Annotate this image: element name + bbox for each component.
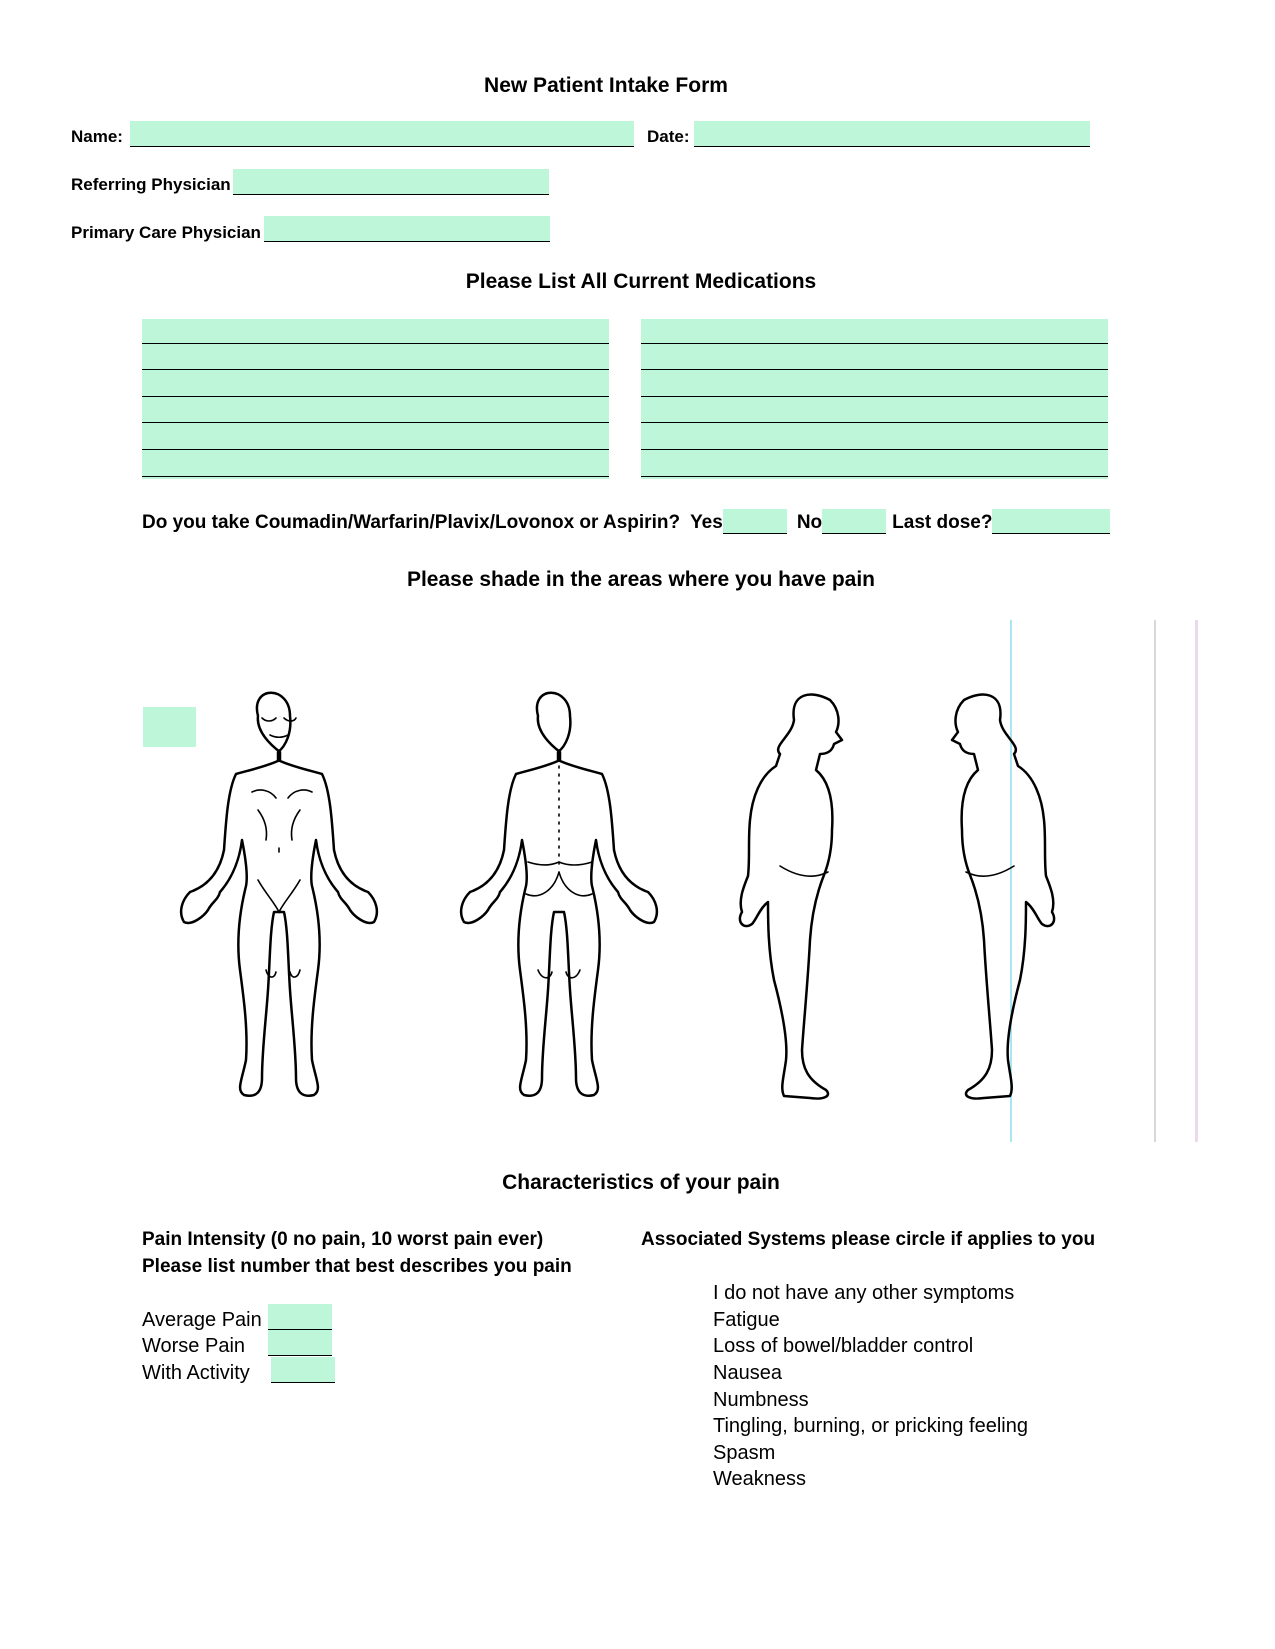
characteristics-heading: Characteristics of your pain: [502, 1171, 780, 1194]
medication-line[interactable]: [142, 422, 609, 423]
symptom-option[interactable]: I do not have any other symptoms: [713, 1282, 1015, 1304]
with-activity-label: With Activity: [142, 1362, 250, 1384]
yes-field[interactable]: [723, 509, 787, 534]
referring-physician-field[interactable]: [233, 169, 549, 195]
body-back-figure[interactable]: [461, 693, 657, 1096]
primary-physician-label: Primary Care Physician: [71, 223, 261, 242]
symptom-option[interactable]: Tingling, burning, or pricking feeling: [713, 1415, 1028, 1437]
symptom-option[interactable]: Weakness: [713, 1468, 807, 1490]
average-pain-label: Average Pain: [142, 1309, 262, 1331]
scan-line: [1154, 620, 1156, 1142]
symptom-option[interactable]: Numbness: [713, 1389, 809, 1411]
date-field[interactable]: [694, 121, 1090, 147]
with-activity-field[interactable]: [271, 1357, 335, 1383]
medication-line[interactable]: [142, 476, 609, 477]
pain-intensity-subtitle: Please list number that best describes you pain: [142, 1256, 572, 1277]
medication-line[interactable]: [641, 396, 1108, 397]
last-dose-label: Last dose?: [892, 512, 993, 533]
no-label: No: [796, 512, 823, 533]
blood-thinner-question: Do you take Coumadin/Warfarin/Plavix/Lovonox or Aspirin?: [142, 512, 681, 533]
pain-intensity-title: Pain Intensity (0 no pain, 10 worst pain ever): [142, 1229, 544, 1250]
medication-line[interactable]: [641, 449, 1108, 450]
body-side-left-figure[interactable]: [952, 695, 1054, 1099]
medication-line[interactable]: [641, 343, 1108, 344]
body-side-right-figure[interactable]: [740, 695, 842, 1099]
medication-line[interactable]: [142, 449, 609, 450]
average-pain-field[interactable]: [268, 1304, 332, 1330]
symptom-option[interactable]: Fatigue: [713, 1309, 780, 1331]
name-field[interactable]: [130, 121, 634, 147]
name-label: Name:: [71, 127, 123, 146]
medication-line[interactable]: [142, 343, 609, 344]
scan-line: [1195, 620, 1198, 1142]
medications-left-column: [142, 319, 609, 479]
page-title: New Patient Intake Form: [484, 74, 728, 97]
medications-right-column: [641, 319, 1108, 479]
symptom-option[interactable]: Nausea: [713, 1362, 782, 1384]
medication-line[interactable]: [641, 422, 1108, 423]
date-label: Date:: [647, 127, 690, 146]
medication-line[interactable]: [641, 369, 1108, 370]
last-dose-field[interactable]: [992, 509, 1110, 534]
yes-label: Yes: [690, 512, 723, 533]
symptom-option[interactable]: Spasm: [713, 1442, 776, 1464]
medications-heading: Please List All Current Medications: [465, 270, 817, 293]
symptom-option[interactable]: Loss of bowel/bladder control: [713, 1335, 974, 1357]
body-front-figure[interactable]: [181, 693, 377, 1096]
pain-diagram-heading: Please shade in the areas where you have pain: [406, 568, 876, 591]
worse-pain-field[interactable]: [268, 1330, 332, 1356]
no-field[interactable]: [822, 509, 886, 534]
medication-line[interactable]: [142, 396, 609, 397]
primary-physician-field[interactable]: [264, 216, 550, 242]
blood-thinner-row: [142, 509, 1110, 534]
associated-systems-title: Associated Systems please circle if applies to you: [641, 1229, 1096, 1250]
referring-physician-label: Referring Physician: [71, 175, 231, 194]
medication-line[interactable]: [142, 369, 609, 370]
body-diagram[interactable]: [140, 680, 1140, 1120]
worse-pain-label: Worse Pain: [142, 1335, 246, 1357]
medication-line[interactable]: [641, 476, 1108, 477]
